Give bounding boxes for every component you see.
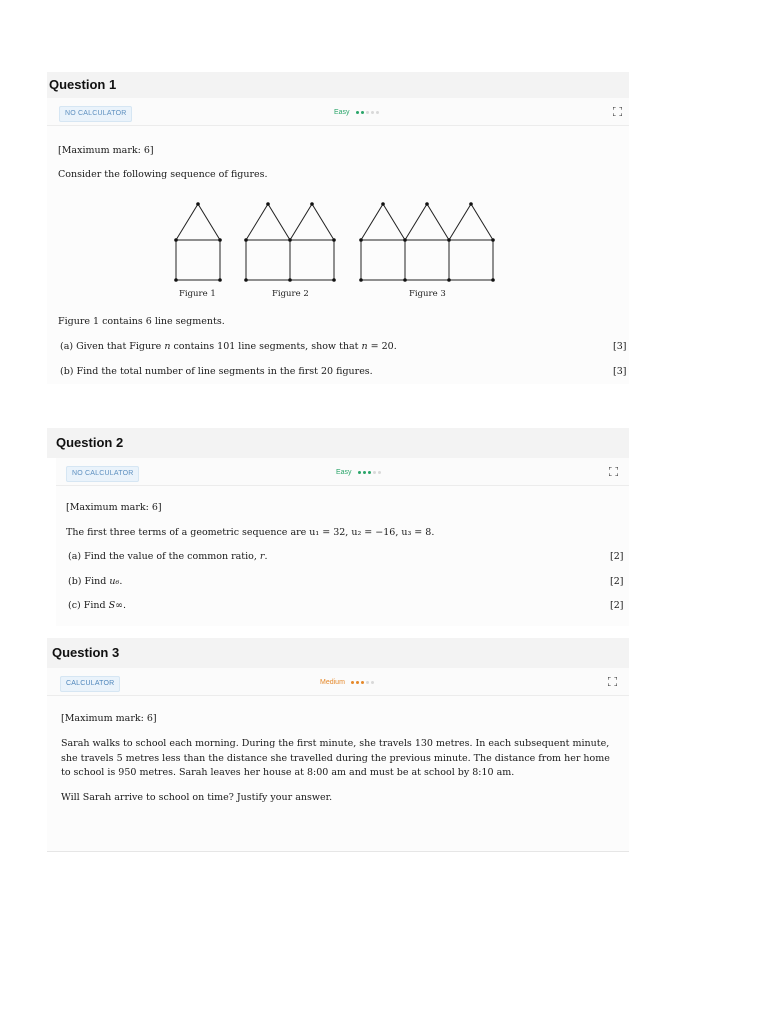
calculator-badge: NO CALCULATOR [66, 466, 139, 482]
difficulty-label: Easy [334, 109, 350, 116]
part-b: (b) Find the total number of line segments in the first 20 figures. [60, 366, 373, 377]
question-prompt: Will Sarah arrive to school on time? Justify your answer. [61, 792, 333, 803]
question-2-body [56, 486, 629, 626]
calculator-badge: NO CALCULATOR [59, 106, 132, 122]
difficulty-indicator [320, 676, 374, 690]
difficulty-indicator [336, 466, 381, 480]
question-1-meta-bar [47, 98, 629, 126]
question-intro: Consider the following sequence of figures. [58, 169, 268, 180]
question-2-header [47, 428, 629, 458]
question-3-title: Question 3 [52, 645, 120, 660]
question-2-meta-bar [56, 458, 629, 486]
figure-1-label: Figure 1 [179, 289, 216, 299]
question-3-body [47, 696, 629, 852]
question-paragraph: Sarah walks to school each morning. During the first minute, she travels 130 metres. In each subsequent minute, she travels 5 metres less than the distance she travelled during the previous minute. The distance from her home to school is 950 metres. Sarah leaves her house at 8:00 am and must be at school by 8:10 am. [61, 738, 610, 778]
question-intro: The first three terms of a geometric sequence are u₁ = 32, u₂ = −16, u₃ = 8. [66, 527, 435, 538]
part-a-marks: [3] [613, 341, 627, 352]
figure-2-drawing [246, 204, 334, 280]
sequence-figures [167, 200, 507, 300]
difficulty-label: Easy [336, 469, 352, 476]
figure-2-label: Figure 2 [272, 289, 309, 299]
part-c-marks: [2] [610, 600, 624, 611]
calculator-badge: CALCULATOR [60, 676, 120, 692]
question-2-title: Question 2 [56, 435, 124, 450]
figure-3-label: Figure 3 [409, 289, 446, 299]
question-statement: Figure 1 contains 6 line segments. [58, 316, 225, 327]
question-1-body [47, 126, 629, 384]
max-mark: [Maximum mark: 6] [58, 145, 154, 156]
expand-icon[interactable] [613, 107, 622, 116]
difficulty-label: Medium [320, 679, 345, 686]
part-a-marks: [2] [610, 551, 624, 562]
max-mark: [Maximum mark: 6] [61, 713, 157, 724]
part-a: (a) Given that Figure n contains 101 line segments, show that n = 20. [60, 341, 397, 352]
part-b-marks: [2] [610, 576, 624, 587]
part-b: (b) Find u₆. [68, 576, 123, 587]
part-a: (a) Find the value of the common ratio, r. [68, 551, 268, 562]
question-3-meta-bar [47, 668, 629, 696]
question-1-title: Question 1 [49, 77, 117, 92]
part-b-marks: [3] [613, 366, 627, 377]
part-c: (c) Find S∞. [68, 600, 127, 611]
difficulty-indicator [334, 106, 379, 120]
expand-icon[interactable] [609, 467, 618, 476]
question-1-header [47, 72, 629, 98]
expand-icon[interactable] [608, 677, 617, 686]
question-3-header [47, 638, 629, 668]
figure-1-drawing [176, 204, 220, 280]
figure-3-drawing [361, 204, 493, 280]
max-mark: [Maximum mark: 6] [66, 502, 162, 513]
